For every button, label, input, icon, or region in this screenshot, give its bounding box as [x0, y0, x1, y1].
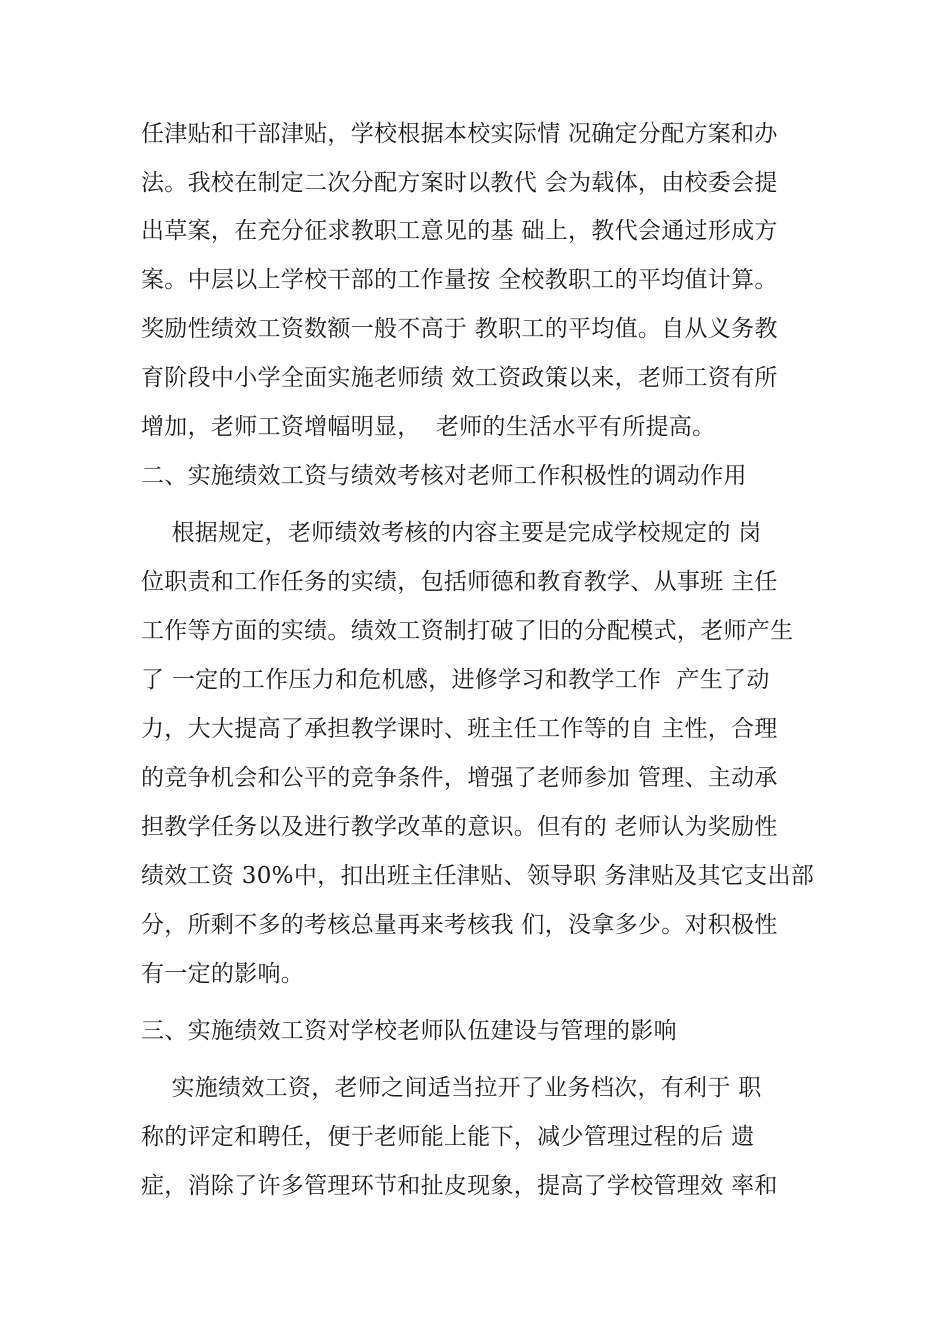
text-line: 绩效工资 30%中，扣出班主任津贴、领导职 务津贴及其它支出部	[141, 863, 815, 889]
text-line: 力，大大提高了承担教学课时、班主任工作等的自 主性，合理	[141, 716, 778, 742]
text-line: 了 一定的工作压力和危机感，进修学习和教学工作 产生了动	[141, 667, 770, 693]
text-line: 分，所剩不多的考核总量再来考核我 们，没拿多少。对积极性	[141, 912, 778, 938]
text-line: 称的评定和聘任，便于老师能上能下，减少管理过程的后 遗	[141, 1124, 755, 1150]
text-line: 根据规定，老师绩效考核的内容主要是完成学校规定的 岗	[141, 520, 762, 546]
text-line: 法。我校在制定二次分配方案时以教代 会为载体，由校委会提	[141, 170, 778, 196]
text-line: 有一定的影响。	[141, 961, 305, 987]
text-line: 工作等方面的实绩。绩效工资制打破了旧的分配模式，老师产生	[141, 618, 794, 644]
text-line: 增加，老师工资增幅明显， 老师的生活水平有所提高。	[141, 414, 716, 440]
text-line: 奖励性绩效工资数额一般不高于 教职工的平均值。自从义务教	[141, 316, 778, 342]
section-heading: 三、实施绩效工资对学校老师队伍建设与管理的影响	[141, 1018, 677, 1044]
section-heading: 二、实施绩效工资与绩效考核对老师工作积极性的调动作用	[141, 463, 747, 489]
text-line: 症，消除了许多管理环节和扯皮现象，提高了学校管理效 率和	[141, 1173, 778, 1199]
text-line: 实施绩效工资，老师之间适当拉开了业务档次，有利于 职	[141, 1075, 762, 1101]
text-line: 育阶段中小学全面实施老师绩 效工资政策以来，老师工资有所	[141, 365, 778, 391]
text-line: 位职责和工作任务的实绩，包括师德和教育教学、从事班 主任	[141, 569, 778, 595]
text-line: 的竞争机会和公平的竞争条件，增强了老师参加 管理、主动承	[141, 765, 778, 791]
text-line: 出草案，在充分征求教职工意见的基 础上，教代会通过形成方	[141, 218, 778, 244]
text-line: 任津贴和干部津贴，学校根据本校实际情 况确定分配方案和办	[141, 121, 778, 147]
text-line: 担教学任务以及进行教学改革的意识。但有的 老师认为奖励性	[141, 814, 778, 840]
text-line: 案。中层以上学校干部的工作量按 全校教职工的平均值计算。	[141, 267, 778, 293]
